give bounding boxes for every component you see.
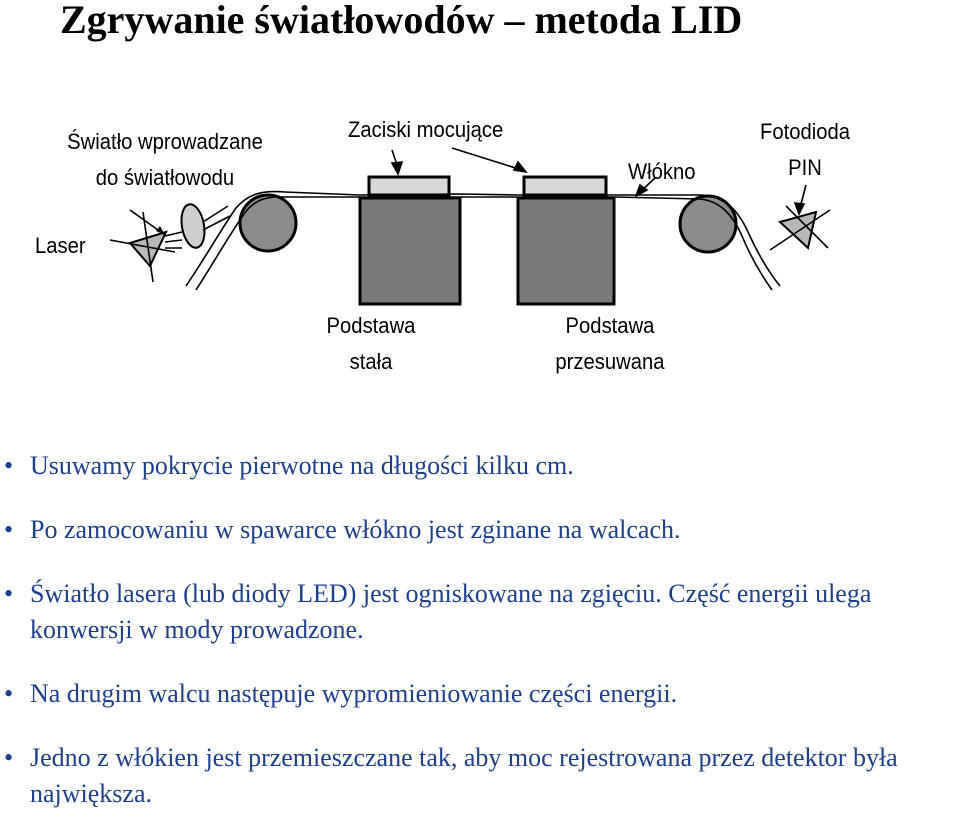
- fixed-base: [360, 198, 460, 304]
- label-fixed-base-line2: stała: [349, 349, 393, 374]
- moving-base: [518, 198, 614, 304]
- label-light-in: [41, 124, 289, 196]
- clamp-right: [524, 177, 606, 195]
- label-light-in-line1: Światło wprowadzane: [67, 129, 263, 154]
- label-photodiode: [727, 114, 883, 186]
- bullet-item: • Jedno z włókien jest przemieszczane tak, aby moc rejestrowana przez detektor była największa.: [0, 740, 959, 812]
- label-fixed-base-line1: Podstawa: [326, 313, 416, 338]
- bullet-item: • Na drugim walcu następuje wypromieniowanie części energii.: [0, 676, 959, 712]
- label-clamps: Zaciski mocujące: [348, 117, 504, 142]
- label-photodiode-line1: Fotodioda: [759, 119, 851, 144]
- bullet-list: [0, 448, 959, 812]
- lens-icon: [178, 202, 207, 249]
- label-moving-base: [527, 308, 693, 380]
- label-laser: Laser: [35, 233, 86, 258]
- label-fiber: Włókno: [628, 159, 696, 184]
- bullet-item: • Usuwamy pokrycie pierwotne na długości kilku cm.: [0, 448, 959, 484]
- label-moving-base-line1: Podstawa: [565, 313, 655, 338]
- label-light-in-line2: do światłowodu: [95, 165, 235, 190]
- bullet-item: • Po zamocowaniu w spawarce włókno jest zginane na walcach.: [0, 512, 959, 548]
- roller-left: [240, 195, 296, 251]
- bullet-item: • Światło lasera (lub diody LED) jest ogniskowane na zgięciu. Część energii ulega konwersji w mody prowadzone.: [0, 576, 959, 648]
- slide-title: Zgrywanie światłowodów – metoda LID: [60, 0, 743, 42]
- label-fixed-base: [302, 308, 440, 380]
- label-photodiode-line2: PIN: [788, 155, 822, 180]
- clamp-left: [369, 177, 449, 195]
- label-moving-base-line2: przesuwana: [555, 349, 665, 374]
